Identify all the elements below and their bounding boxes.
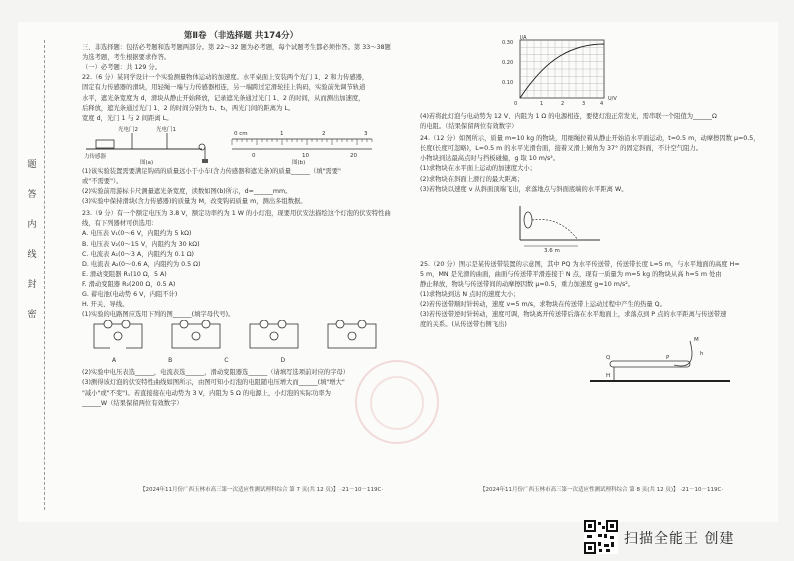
- section-header: 第Ⅱ卷 （非选择题 共174分）: [183, 31, 299, 41]
- binding-char: 封: [27, 280, 37, 290]
- text-line: （一）必考题：共 129 分。: [82, 64, 161, 72]
- text-line: (3)若物块以速度 v 从斜面顶端飞出，求落地点与斜面底端的水平距离 W。: [420, 185, 628, 193]
- fig-label: Q: [606, 355, 611, 362]
- text-line: (1)求物块到达 N 点时的速度大小；: [420, 291, 520, 299]
- text-line: (1)该实验装置需要满足钩码的质量远小于小车(含力传感器和遮光条)的质量______（填"需要": [82, 167, 341, 175]
- fig-label: 20: [350, 152, 357, 159]
- fig-label: 3.6 m: [544, 247, 560, 252]
- circuit-diagrams: [90, 320, 400, 356]
- text-line: 三、非选择题：包括必考题和选考题两部分。第 22～32 题为必考题，每个试题考生都必须作答。第 33～38题: [82, 44, 391, 52]
- fig-label: 光电门1: [156, 126, 176, 133]
- tick-label: 4: [600, 101, 604, 107]
- text-line: 宽度 d，光门 1 与 2 间距离 L。: [82, 114, 173, 122]
- text-line: 水平，遮光条宽度为 d，滑块从静止开始释放，记录遮光条通过光门 1、2 的时间，从而测出加速度，: [82, 94, 365, 102]
- text-line: 度的关系。(从传送带右侧飞出): [420, 321, 507, 329]
- text-line: 22.（6 分）某同学设计一个实验测量物体运动的加速度。水平桌面上安装两个光门 1、2 和力传感器，: [82, 74, 369, 82]
- q22-figure: [82, 125, 382, 165]
- text-line: 为选考题，考生根据要求作答。: [82, 54, 171, 62]
- option-line: D. 电流表 A₂(0～0.6 A，内阻约为 0.5 Ω): [82, 260, 201, 268]
- tick-label: 0.20: [502, 60, 514, 66]
- faint-seal-inner: [370, 376, 424, 430]
- option-line: A. 电压表 V₁(0～6 V，内阻约为 5 kΩ): [82, 230, 192, 238]
- text-line: (3)实验中保持滑块(含力传感器)的质量为 M，改变钩码质量 m，测出多组数据。: [82, 198, 307, 206]
- graph-grid: [520, 40, 604, 98]
- tick-label: 0.10: [502, 80, 514, 86]
- text-line: "减小"或"不变")。若直接接在电动势为 3 V，内阻为 5 Ω 的电源上，小灯泡的实际功率为: [82, 389, 331, 397]
- binding-char: 密: [27, 310, 37, 320]
- tick-label: 0.30: [502, 40, 514, 46]
- binding-char: 线: [27, 250, 37, 260]
- text-line: (3)测得该灯泡的伏安特性曲线如图所示，由图可知小灯泡的电阻随电压增大而______(填"增大": [82, 379, 345, 387]
- text-line: (2)若传送带顺时针转动，速度 v=5 m/s，求物块在传送带上运动过程中产生的热量 Q。: [420, 301, 666, 309]
- text-line: 24.（12 分）如图所示，质量 m=10 kg 的物块，用细绳拉着从静止开始沿水平面运动，t=0.5 m，动摩擦因数 μ=0.5，: [420, 135, 760, 143]
- iv-graph: [500, 34, 640, 110]
- text-line: 的电阻。（结果保留两位有效数字）: [420, 123, 518, 131]
- binding-char: 题: [27, 160, 37, 170]
- option-line: F. 滑动变阻器 R₂(200 Ω，0.5 A): [82, 280, 176, 288]
- circuit-label: D: [280, 357, 286, 365]
- text-line: 固定有力传感器的滑块，用轻绳一端与力传感器相连，另一端跨过定滑轮挂上钩码，实验前先调节轨道: [82, 84, 366, 92]
- right-page: [420, 32, 760, 389]
- circuit-label: C: [224, 357, 229, 365]
- qr-code-icon[interactable]: [584, 520, 618, 554]
- text-line: 或"不需要"）。: [82, 177, 123, 185]
- fig-label: 2: [322, 130, 326, 137]
- fig-caption: 图(b): [292, 159, 306, 165]
- fig-label: P: [666, 355, 670, 362]
- option-line: C. 电流表 A₁(0～3 A，内阻约为 0.1 Ω): [82, 250, 194, 258]
- text-line: 25.（20 分）图示是某传送带装置的示意图，其中 PQ 为水平传送带，传送带长度 L=5 m，与水平地面的高度 H=: [420, 260, 740, 268]
- fig-caption: 图(a): [140, 159, 154, 165]
- binding-margin: [22, 150, 42, 410]
- text-line: 静止释放，物块与传送带间的动摩擦因数 μ=0.5，重力加速度 g=10 m/s²。: [420, 280, 635, 288]
- option-line: H. 开关、导线。: [82, 301, 129, 309]
- tick-label: 0: [514, 101, 518, 107]
- fig-label: 0 cm: [234, 130, 248, 137]
- tick-label: 2: [561, 101, 565, 107]
- text-line: (1)实验的电路图应选用下列的图______(填字母代号)。: [82, 311, 235, 319]
- circuit-labels: [112, 356, 400, 365]
- option-line: B. 电压表 V₂(0～15 V，内阻约为 30 kΩ): [82, 240, 200, 248]
- binding-char: 内: [27, 220, 37, 230]
- axis-label: I/A: [520, 35, 527, 41]
- text-line: 长度(长度可忽略)，L=0.5 m 的水平光滑台面，接着又滑上倾角为 37° 的固定斜面，不计空气阻力。: [420, 145, 702, 153]
- option-line: G. 蓄电池(电动势 6 V，内阻不计): [82, 290, 178, 298]
- circuit-a: [90, 320, 146, 356]
- text-line: 小物块到达最高点时与挡板碰撞，g 取 10 m/s²。: [420, 155, 560, 163]
- fig-label: h: [700, 351, 704, 358]
- binding-char: 答: [27, 190, 37, 200]
- option-line: E. 滑动变阻器 R₁(10 Ω，5 A): [82, 270, 167, 278]
- circuit-b: [168, 320, 224, 356]
- text-line: (2)求物块在斜面上滑行的最大距离；: [420, 175, 524, 183]
- fig-label: 1: [280, 130, 284, 137]
- q25-figure: [570, 331, 750, 387]
- circuit-c: [246, 320, 302, 356]
- circuit-label: B: [168, 357, 173, 365]
- text-line: (3)若传送带逆时针转动，速度可调，物块离开传送带后落在水平地面上，求落点到 P 点的水平距离与传送带速: [420, 311, 727, 319]
- fig-label: H: [606, 373, 611, 380]
- circuit-d: [324, 320, 380, 356]
- text-line: (2)实验中电压表选______，电流表选______，滑动变阻器选______（请填写选项前对应的字母）: [82, 369, 350, 377]
- binding-line: [44, 40, 45, 510]
- fig-label: 力传感器: [84, 153, 107, 160]
- vernier-caliper: [232, 131, 372, 159]
- axis-label: U/V: [608, 96, 617, 102]
- fig-label: M: [694, 337, 699, 344]
- fig-label: 3: [364, 130, 368, 137]
- text-line: (4)若将此灯泡与电动势为 12 V、内阻为 1 Ω 的电源相连，要使灯泡正常发光，需串联一个阻值为______Ω: [420, 113, 717, 120]
- fig-label: 0: [252, 152, 256, 159]
- left-page: [82, 32, 400, 409]
- text-line: ______W（结果保留两位有效数字）: [82, 399, 183, 407]
- fig-label: 光电门2: [118, 126, 138, 133]
- text-line: (2)实验前用游标卡尺测量遮光条宽度，读数如图(b)所示，d=______mm。: [82, 188, 292, 196]
- tick-label: 3: [582, 101, 586, 107]
- track-apparatus: [84, 125, 208, 163]
- tick-label: 1: [540, 101, 544, 107]
- text-line: 线，有下列器材可供选用：: [82, 220, 158, 228]
- fig-label: 10: [302, 152, 309, 159]
- circuit-label: A: [112, 357, 117, 365]
- page-footer-left: 【2024年11月份广西玉林市高三第一次适应性测试理科综合 第 7 页(共 12 页)】 ·21－10－119C·: [140, 487, 384, 493]
- text-line: (1)求物块在水平面上运动的加速度大小；: [420, 165, 536, 173]
- text-line: 23.（9 分）有一个额定电压为 3.8 V，额定功率约为 1 W 的小灯泡，现要用伏安法描绘这个灯泡的伏安特性曲: [82, 210, 391, 218]
- brand-watermark: 扫描全能王 创建: [624, 531, 735, 547]
- page-footer-right: 【2024年11月份广西玉林市高三第一次适应性测试理科综合 第 8 页(共 12 页)】 ·21－10－119C·: [480, 487, 724, 493]
- text-line: 后释放，遮光条通过光门 1、2 的时间分别为 t₁、t₂，两光门间的距离为 L。: [82, 104, 295, 112]
- text-line: 5 m，MN 是光滑的曲面，曲面与传送带平滑连接于 N 点，现有一质量为 m=5 kg 的物块从高 h=5 m 处由: [420, 270, 722, 278]
- q24-figure: [500, 196, 620, 252]
